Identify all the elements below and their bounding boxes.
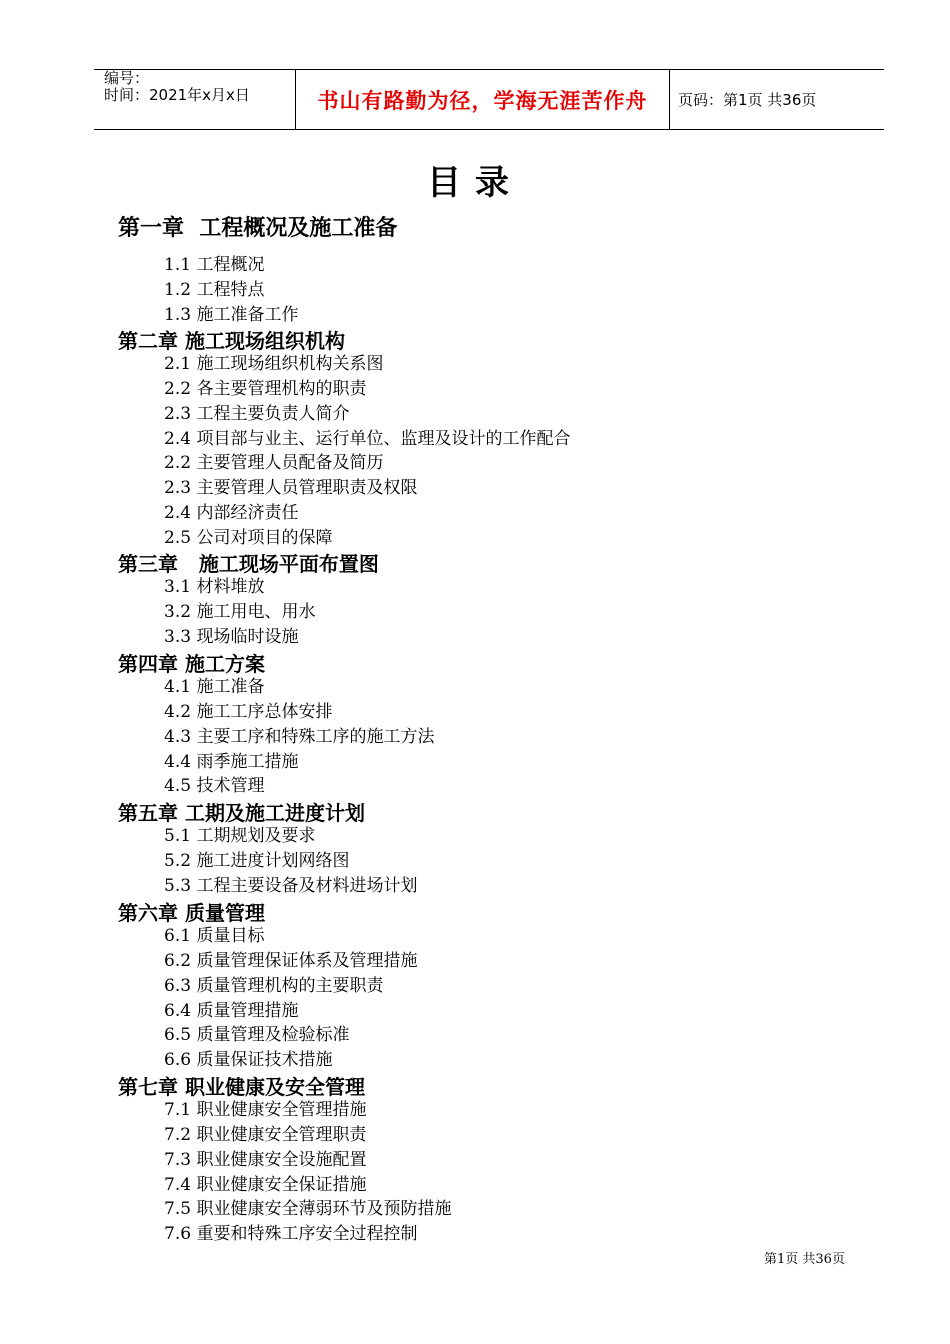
toc-chapter[interactable]: 第五章 工期及施工进度计划 xyxy=(118,801,365,825)
toc-chapter[interactable]: 第四章 施工方案 xyxy=(118,652,265,676)
toc-section[interactable]: 3.1 材料堆放 xyxy=(164,577,265,597)
toc-section[interactable]: 1.2 工程特点 xyxy=(164,279,265,300)
header-page-info: 页码：第1页 共36页 xyxy=(678,91,817,109)
toc-section[interactable]: 6.4 质量管理措施 xyxy=(164,1000,299,1021)
toc-section[interactable]: 5.1 工期规划及要求 xyxy=(164,826,316,846)
header-motto: 书山有路勤为径，学海无涯苦作舟 xyxy=(317,88,648,113)
toc-section[interactable]: 6.2 质量管理保证体系及管理措施 xyxy=(164,950,418,971)
toc-section[interactable]: 6.1 质量目标 xyxy=(164,926,265,946)
toc-section[interactable]: 4.1 施工准备 xyxy=(164,677,265,697)
toc-section[interactable]: 3.3 现场临时设施 xyxy=(164,626,299,647)
toc-section[interactable]: 4.4 雨季施工措施 xyxy=(164,751,299,772)
toc-section[interactable]: 2.1 施工现场组织机构关系图 xyxy=(164,354,384,374)
toc-section[interactable]: 7.6 重要和特殊工序安全过程控制 xyxy=(164,1224,418,1245)
toc-section[interactable]: 2.4 项目部与业主、运行单位、监理及设计的工作配合 xyxy=(164,428,571,449)
toc-section[interactable]: 4.2 施工工序总体安排 xyxy=(164,701,333,722)
toc-section[interactable]: 7.1 职业健康安全管理措施 xyxy=(164,1100,367,1120)
toc-section[interactable]: 1.3 施工准备工作 xyxy=(164,304,299,325)
toc-section[interactable]: 4.5 技术管理 xyxy=(164,776,265,797)
page-title: 目录 xyxy=(427,163,523,203)
toc-section[interactable]: 7.4 职业健康安全保证措施 xyxy=(164,1174,367,1195)
toc-chapter[interactable]: 第七章 职业健康及安全管理 xyxy=(118,1075,365,1099)
document-number-label: 编号： xyxy=(104,69,150,87)
toc-section[interactable]: 7.5 职业健康安全薄弱环节及预防措施 xyxy=(164,1199,452,1220)
toc-chapter[interactable]: 第二章 施工现场组织机构 xyxy=(118,329,345,353)
toc-section[interactable]: 6.6 质量保证技术措施 xyxy=(164,1050,333,1071)
toc-section[interactable]: 7.3 职业健康安全设施配置 xyxy=(164,1149,367,1170)
toc-section[interactable]: 3.2 施工用电、用水 xyxy=(164,601,316,622)
toc-section[interactable]: 2.5 公司对项目的保障 xyxy=(164,527,333,548)
toc-chapter[interactable]: 第一章 工程概况及施工准备 xyxy=(118,216,398,241)
toc-section[interactable]: 1.1 工程概况 xyxy=(164,255,265,275)
document-time: 时间：2021年x月x日 xyxy=(104,86,250,104)
toc-section[interactable]: 6.5 质量管理及检验标准 xyxy=(164,1025,350,1046)
toc-section[interactable]: 2.2 各主要管理机构的职责 xyxy=(164,378,367,399)
toc-section[interactable]: 2.3 主要管理人员管理职责及权限 xyxy=(164,478,418,499)
toc-chapter[interactable]: 第六章 质量管理 xyxy=(118,901,265,925)
page-footer: 第1页 共36页 xyxy=(764,1252,845,1267)
toc-section[interactable]: 6.3 质量管理机构的主要职责 xyxy=(164,975,384,996)
toc-section[interactable]: 2.4 内部经济责任 xyxy=(164,503,299,524)
toc-section[interactable]: 5.2 施工进度计划网络图 xyxy=(164,850,350,871)
toc-section[interactable]: 7.2 职业健康安全管理职责 xyxy=(164,1124,367,1145)
toc-section[interactable]: 5.3 工程主要设备及材料进场计划 xyxy=(164,875,418,896)
toc-section[interactable]: 2.2 主要管理人员配备及简历 xyxy=(164,453,384,474)
toc-section[interactable]: 2.3 工程主要负责人简介 xyxy=(164,403,350,424)
toc-section[interactable]: 4.3 主要工序和特殊工序的施工方法 xyxy=(164,726,435,747)
toc-chapter[interactable]: 第三章 施工现场平面布置图 xyxy=(118,552,379,576)
